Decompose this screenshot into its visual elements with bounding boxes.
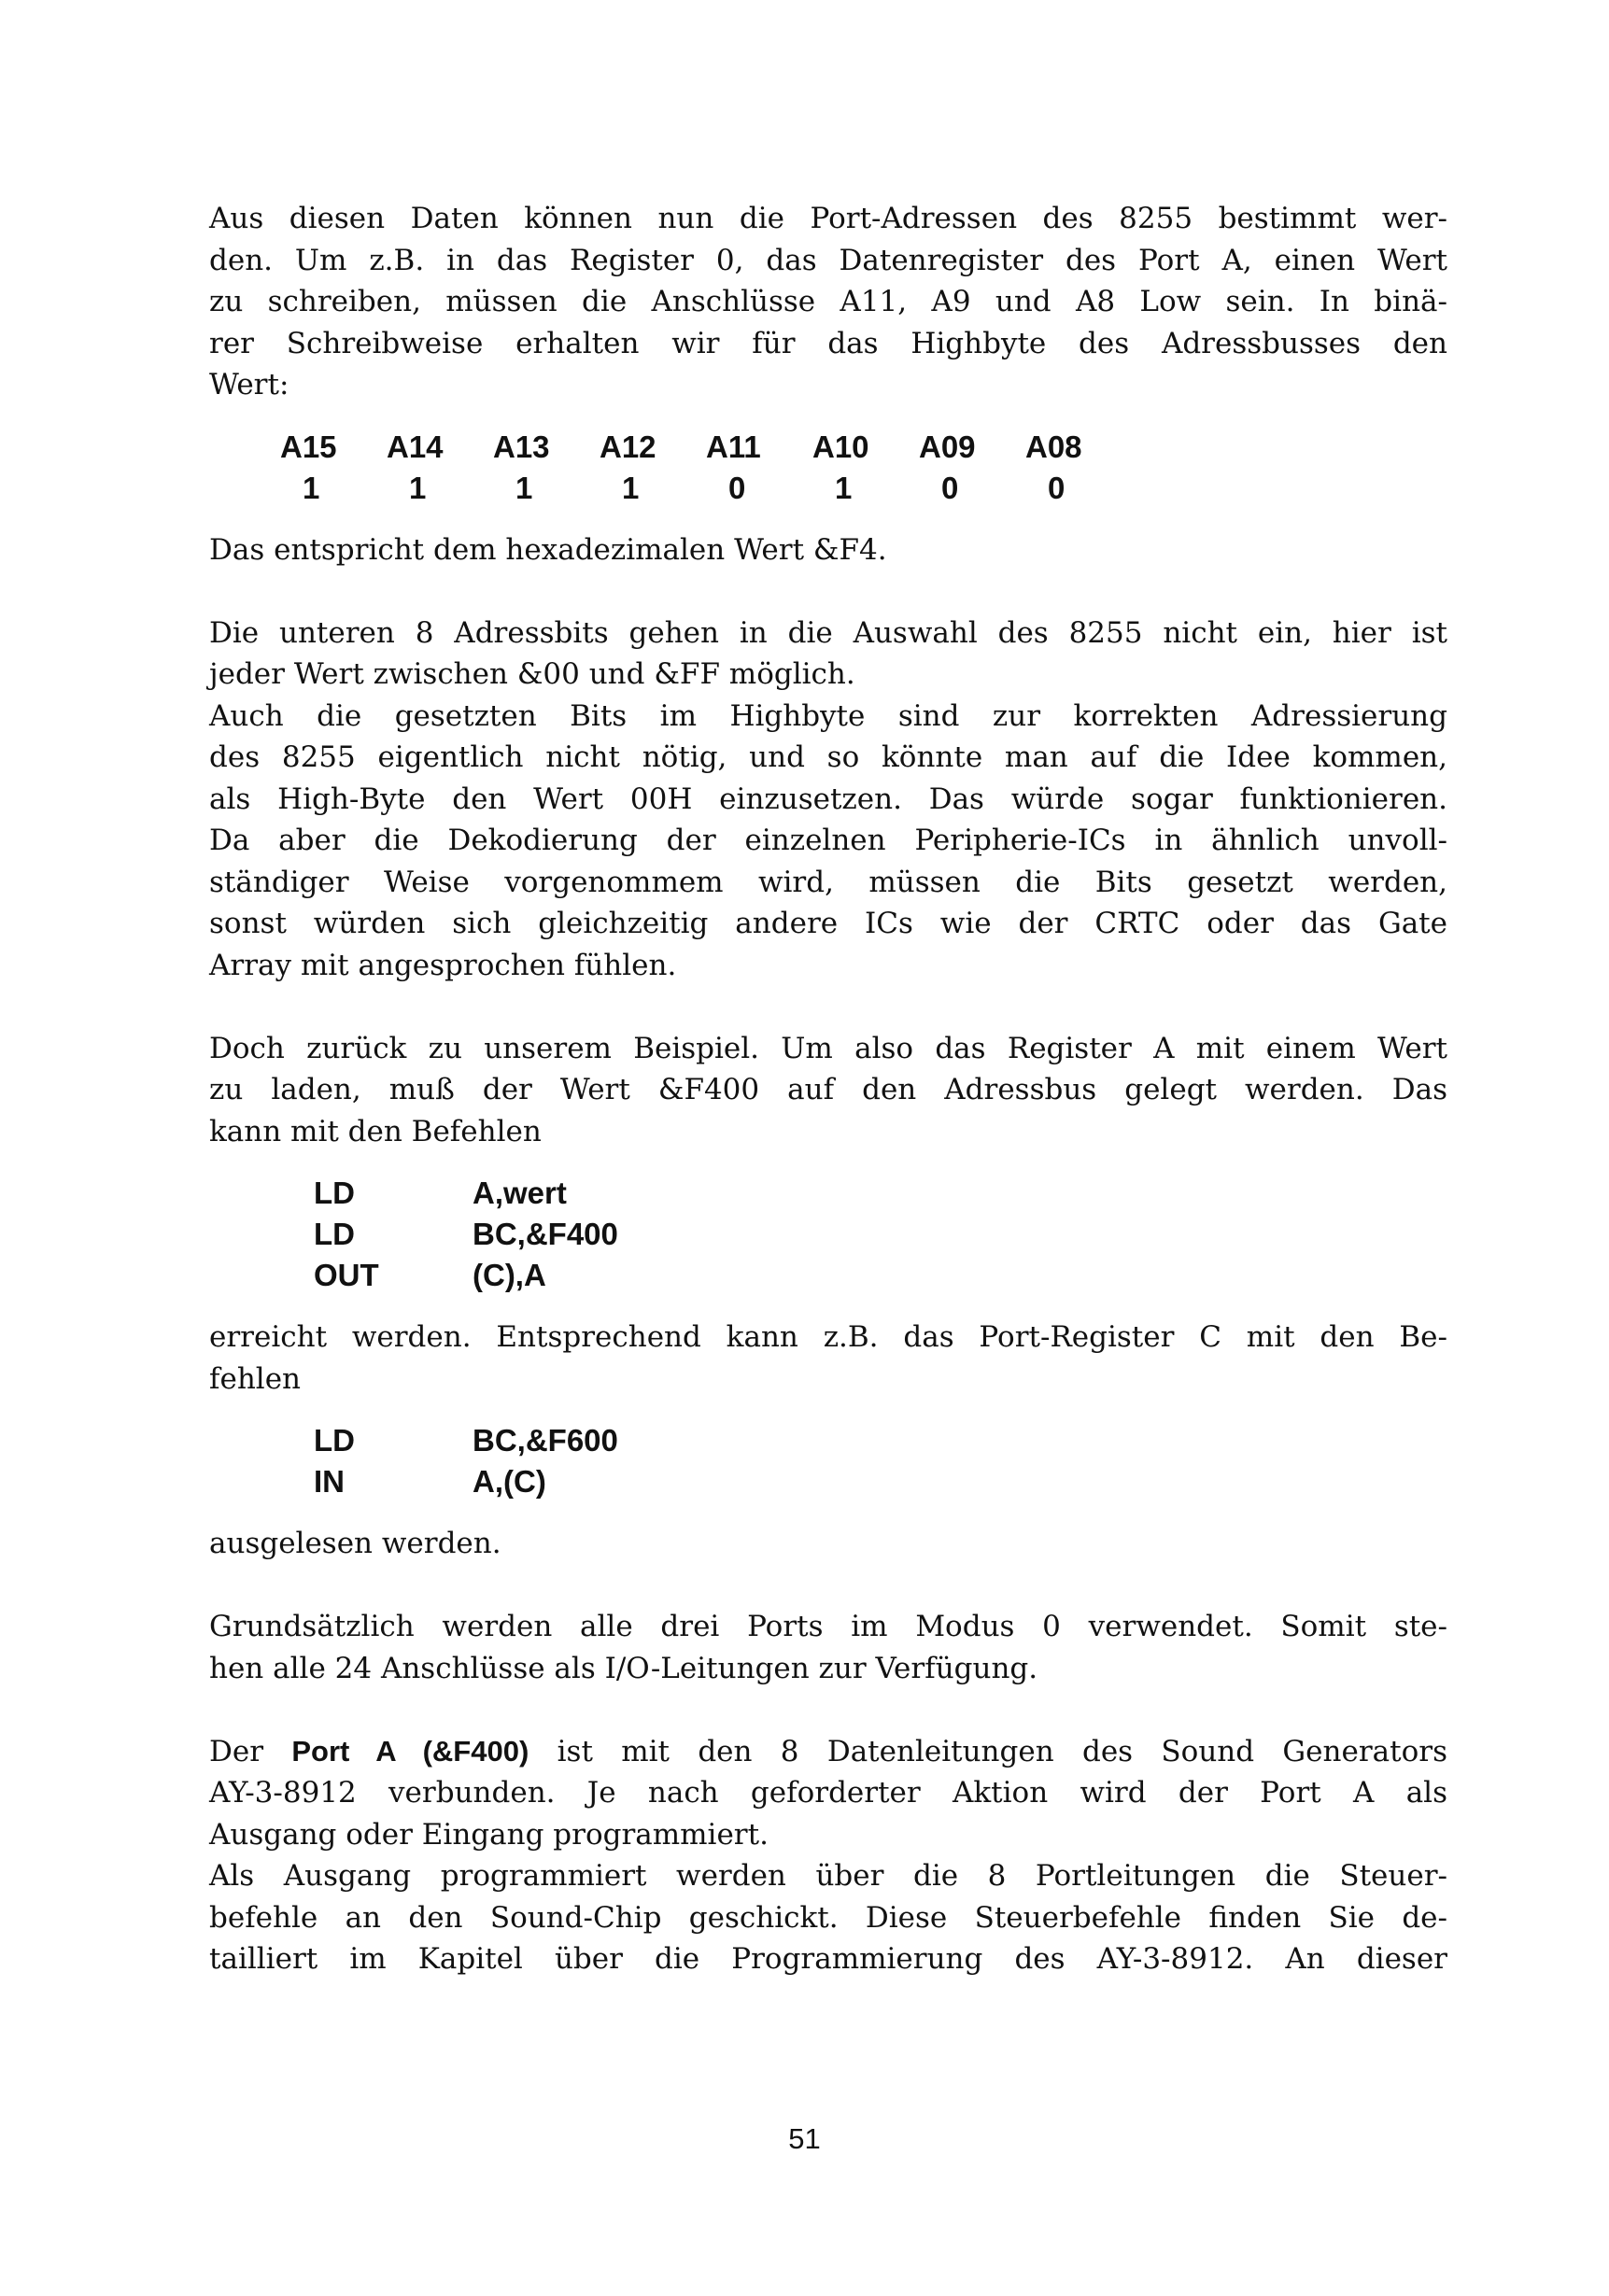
text-line xyxy=(209,1731,1447,1773)
code-operand: A,(C) xyxy=(473,1464,546,1499)
text-line: des 8255 eigentlich nicht nötig, und so könnte man auf die Idee kommen, xyxy=(209,740,1447,774)
paragraph-output xyxy=(209,1855,1447,1980)
bit-header: A15 xyxy=(280,429,337,464)
paragraph-highbyte-bits xyxy=(209,696,1447,987)
bit-value: 0 xyxy=(728,470,746,505)
text-line: als High-Byte den Wert 00H einzusetzen. Das würde sogar funktionieren. xyxy=(209,782,1447,816)
bit-value-row xyxy=(280,468,1132,509)
code-opcode: LD xyxy=(314,1217,355,1251)
text-line: erreicht werden. Entsprechend kann z.B. das Port-Register C mit den Be- xyxy=(209,1320,1447,1354)
paragraph-modes xyxy=(209,1606,1447,1689)
text-line: kann mit den Befehlen xyxy=(209,1114,542,1148)
code-block-write xyxy=(314,1173,618,1296)
page-body xyxy=(209,198,1447,1980)
text-line: Als Ausgang programmiert werden über die 8 Portleitungen die Steuer- xyxy=(209,1859,1447,1893)
paragraph-gap xyxy=(209,986,1447,1028)
paragraph-hex-value xyxy=(209,529,1447,571)
text-line: hen alle 24 Anschlüsse als I/O-Leitungen zur Verfügung. xyxy=(209,1651,1038,1685)
bit-header: A09 xyxy=(919,429,976,464)
code-line xyxy=(314,1214,618,1255)
code-operand: (C),A xyxy=(473,1258,546,1292)
bit-value: 1 xyxy=(515,470,533,505)
bit-value: 1 xyxy=(303,470,320,505)
text-line: Array mit angesprochen fühlen. xyxy=(209,948,677,982)
text-line: Da aber die Dekodierung der einzelnen Peripherie-ICs in ähnlich unvoll- xyxy=(209,824,1447,857)
text-line: ständiger Weise vorgenommem wird, müssen die Bits gesetzt werden, xyxy=(209,865,1447,899)
code-line xyxy=(314,1255,618,1296)
text-line: Grundsätzlich werden alle drei Ports im Modus 0 verwendet. Somit ste- xyxy=(209,1610,1447,1643)
text-line: Die unteren 8 Adressbits gehen in die Auswahl des 8255 nicht ein, hier ist xyxy=(209,615,1447,650)
code-line xyxy=(314,1420,618,1461)
text-line: ausgelesen werden. xyxy=(209,1527,501,1560)
text-line: Das entspricht dem hexadezimalen Wert &F4. xyxy=(209,532,887,567)
bit-header: A10 xyxy=(812,429,869,464)
paragraph-example xyxy=(209,1028,1447,1153)
text-line: Aus diesen Daten können nun die Port-Adressen des 8255 bestimmt wer- xyxy=(209,202,1447,235)
text-line: zu laden, muß der Wert &F400 auf den Adressbus gelegt werden. Das xyxy=(209,1073,1447,1106)
bit-header: A12 xyxy=(600,429,656,464)
code-opcode: LD xyxy=(314,1423,355,1458)
bit-header: A14 xyxy=(387,429,444,464)
paragraph-gap xyxy=(209,570,1447,613)
code-line xyxy=(314,1461,618,1502)
text-line: befehle an den Sound-Chip geschickt. Diese Steuerbefehle finden Sie de- xyxy=(209,1900,1447,1935)
text-line: AY-3-8912 verbunden. Je nach geforderter Aktion wird der Port A als xyxy=(209,1776,1447,1810)
bit-header: A11 xyxy=(706,429,761,464)
bit-value: 0 xyxy=(1048,470,1066,505)
paragraph-gap xyxy=(209,1689,1447,1731)
paragraph-port-a xyxy=(209,1731,1447,1856)
text-line: Wert: xyxy=(209,368,289,401)
page-number: 51 xyxy=(788,2122,821,2155)
text-line: sonst würden sich gleichzeitig andere ICs wie der CRTC oder das Gate xyxy=(209,907,1447,940)
code-operand: A,wert xyxy=(473,1176,567,1210)
code-opcode: OUT xyxy=(314,1258,379,1292)
paragraph-lower-bits xyxy=(209,613,1447,696)
text-line: jeder Wert zwischen &00 und &FF möglich. xyxy=(209,657,855,691)
port-a-label: Port A (&F400) xyxy=(291,1734,529,1768)
bit-header: A08 xyxy=(1025,429,1082,464)
text-line: tailliert im Kapitel über die Programmierung des AY-3-8912. An dieser xyxy=(209,1942,1447,1976)
bit-header-row xyxy=(280,427,1132,468)
text-line: den. Um z.B. in das Register 0, das Datenregister des Port A, einen Wert xyxy=(209,243,1447,277)
text-line: fehlen xyxy=(209,1361,302,1396)
code-line xyxy=(314,1173,618,1214)
address-bit-table xyxy=(280,427,1132,509)
bit-value: 0 xyxy=(941,470,959,505)
code-opcode: IN xyxy=(314,1464,345,1499)
code-operand: BC,&F400 xyxy=(473,1217,618,1251)
bit-value: 1 xyxy=(409,470,427,505)
bit-value: 1 xyxy=(835,470,853,505)
bit-header: A13 xyxy=(493,429,550,464)
paragraph-port-addresses xyxy=(209,198,1447,406)
bit-value: 1 xyxy=(622,470,640,505)
text-line: Doch zurück zu unserem Beispiel. Um also das Register A mit einem Wert xyxy=(209,1031,1447,1065)
paragraph-read-out xyxy=(209,1523,1447,1565)
text-fragment: ist mit den 8 Datenleitungen des Sound Generators xyxy=(529,1734,1447,1768)
text-fragment: Der xyxy=(209,1734,292,1768)
text-line: rer Schreibweise erhalten wir für das Highbyte des Adressbusses den xyxy=(209,326,1447,360)
text-line: Auch die gesetzten Bits im Highbyte sind zur korrekten Adressierung xyxy=(209,698,1447,733)
paragraph-read-port-c xyxy=(209,1317,1447,1400)
text-line: Ausgang oder Eingang programmiert. xyxy=(209,1817,769,1852)
text-line: zu schreiben, müssen die Anschlüsse A11, A9 und A8 Low sein. In binä- xyxy=(209,285,1447,318)
code-opcode: LD xyxy=(314,1176,355,1210)
paragraph-gap xyxy=(209,1565,1447,1607)
code-operand: BC,&F600 xyxy=(473,1423,618,1458)
code-block-read xyxy=(314,1420,618,1502)
